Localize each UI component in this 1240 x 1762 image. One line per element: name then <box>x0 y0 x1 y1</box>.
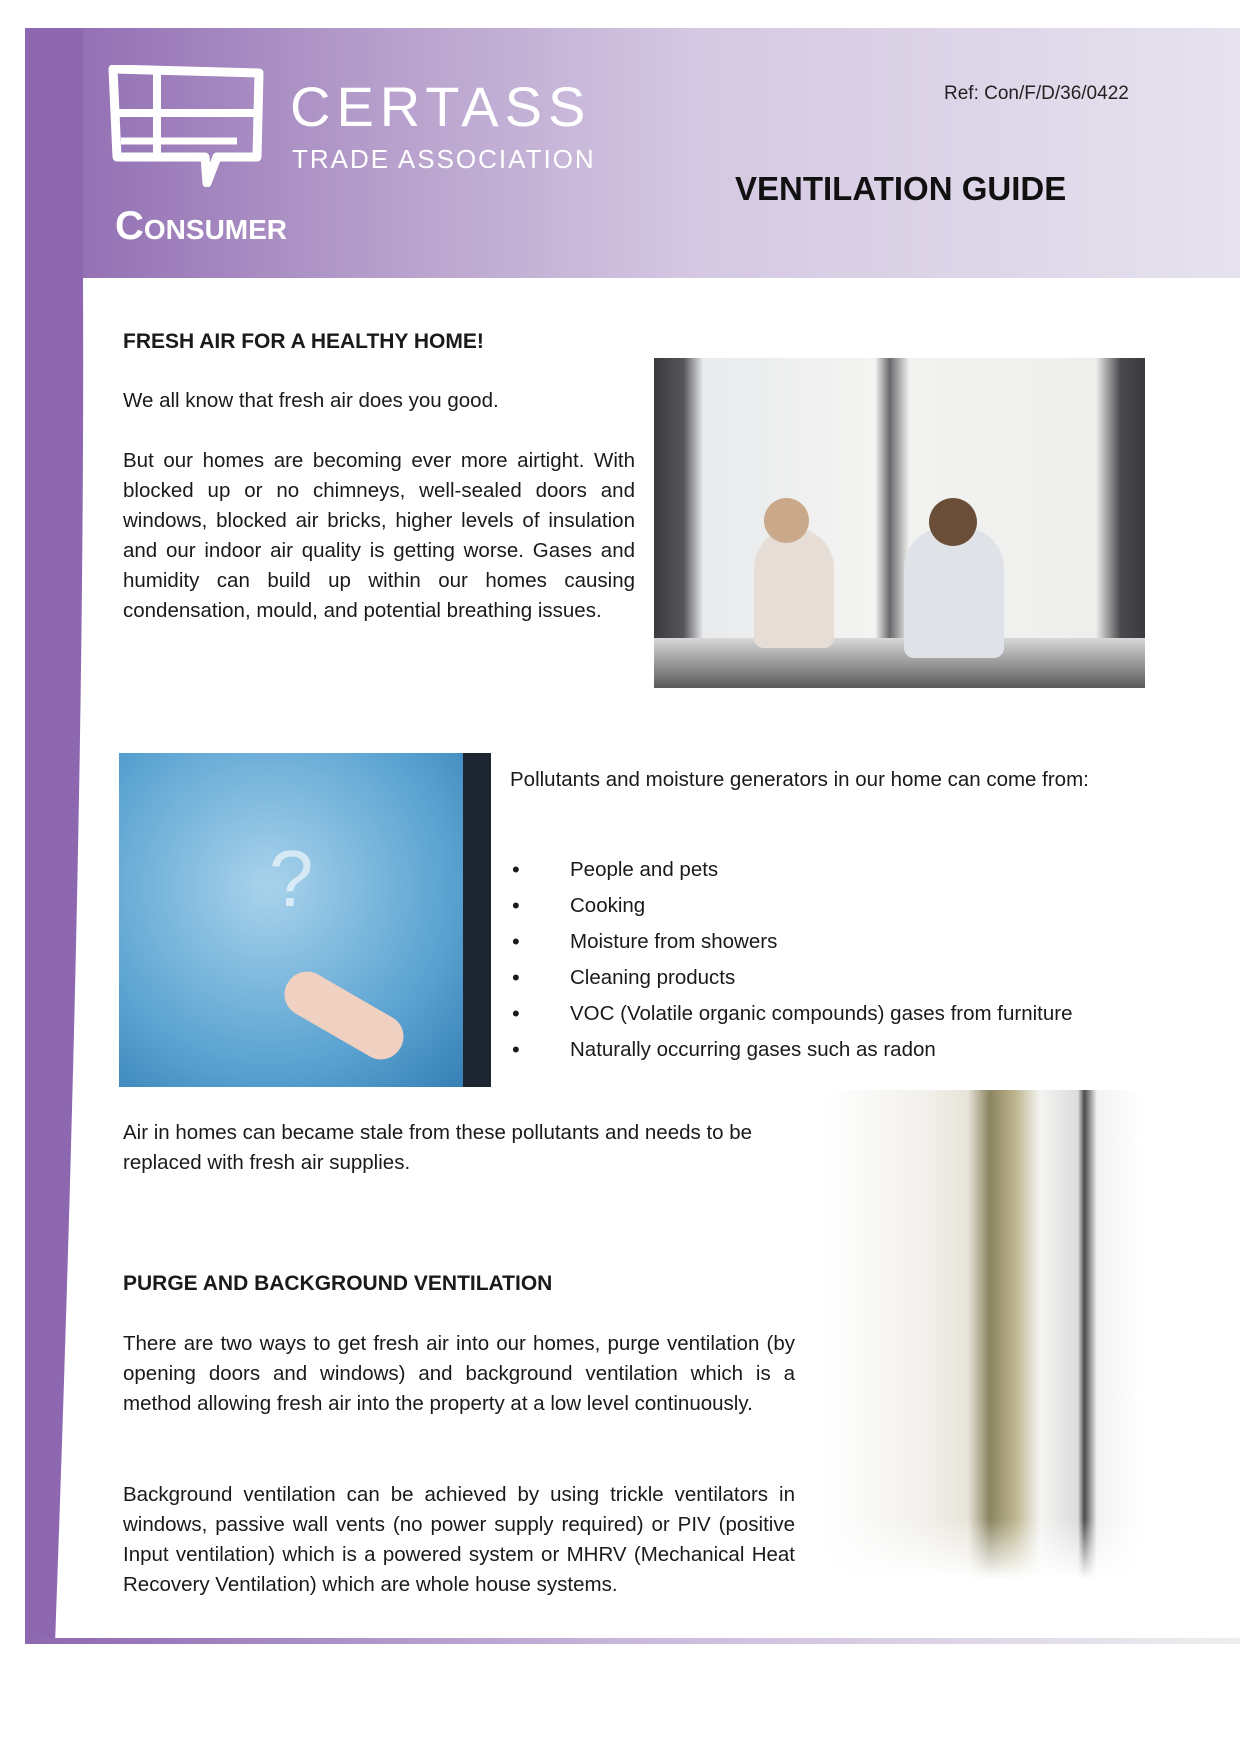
children-at-window-photo <box>654 358 1145 688</box>
list-item: • People and pets <box>512 852 1172 888</box>
logo-name: CERTASS <box>290 75 592 138</box>
stale-air-text: Air in homes can became stale from these pollutants and needs to be replaced with fresh air supplies. <box>123 1121 753 1174</box>
pollutant-list <box>512 852 1172 1068</box>
document-page <box>25 28 1240 1644</box>
list-item: • VOC (Volatile organic compounds) gases from furniture <box>512 996 1172 1032</box>
condensation-window-photo: ? <box>119 753 491 1087</box>
list-item: • Naturally occurring gases such as radon <box>512 1032 1172 1068</box>
background-ventilation-text: Background ventilation can be achieved by using trickle ventilators in windows, passive wall vents (no power supply required) or PIV (positive Input ventilation) which is a powered system or MHRV (Mechanical Heat Recovery Ventilation) which are whole house systems. <box>123 1483 795 1596</box>
purge-text: There are two ways to get fresh air into our homes, purge ventilation (by opening doors and windows) and background ventilation which is a method allowing fresh air into the property at a low level continuously. <box>123 1332 795 1415</box>
pollutants-lead: Pollutants and moisture generators in our home can come from: <box>510 768 1089 791</box>
certass-logo-icon <box>107 65 267 187</box>
mould-corner-photo <box>826 1090 1141 1579</box>
section-heading: FRESH AIR FOR A HEALTHY HOME! <box>123 330 484 353</box>
logo-subtitle: TRADE ASSOCIATION <box>292 144 596 174</box>
section-heading: PURGE AND BACKGROUND VENTILATION <box>123 1272 553 1295</box>
list-item: • Cooking <box>512 888 1172 924</box>
section-label: Consumer <box>115 204 288 248</box>
reference-number: Ref: Con/F/D/36/0422 <box>944 83 1129 104</box>
body-text: But our homes are becoming ever more airtight. With blocked up or no chimneys, well-sealed doors and windows, blocked air bricks, higher levels of insulation and our indoor air quality is getting worse. Gases and humidity can build up within our homes causing condensation, mould, and potential breathing issues. <box>123 449 635 622</box>
footer-rule <box>25 1638 1240 1644</box>
page-title: VENTILATION GUIDE <box>735 170 1067 207</box>
list-item: • Moisture from showers <box>512 924 1172 960</box>
intro-text: We all know that fresh air does you good. <box>123 389 499 412</box>
list-item: • Cleaning products <box>512 960 1172 996</box>
